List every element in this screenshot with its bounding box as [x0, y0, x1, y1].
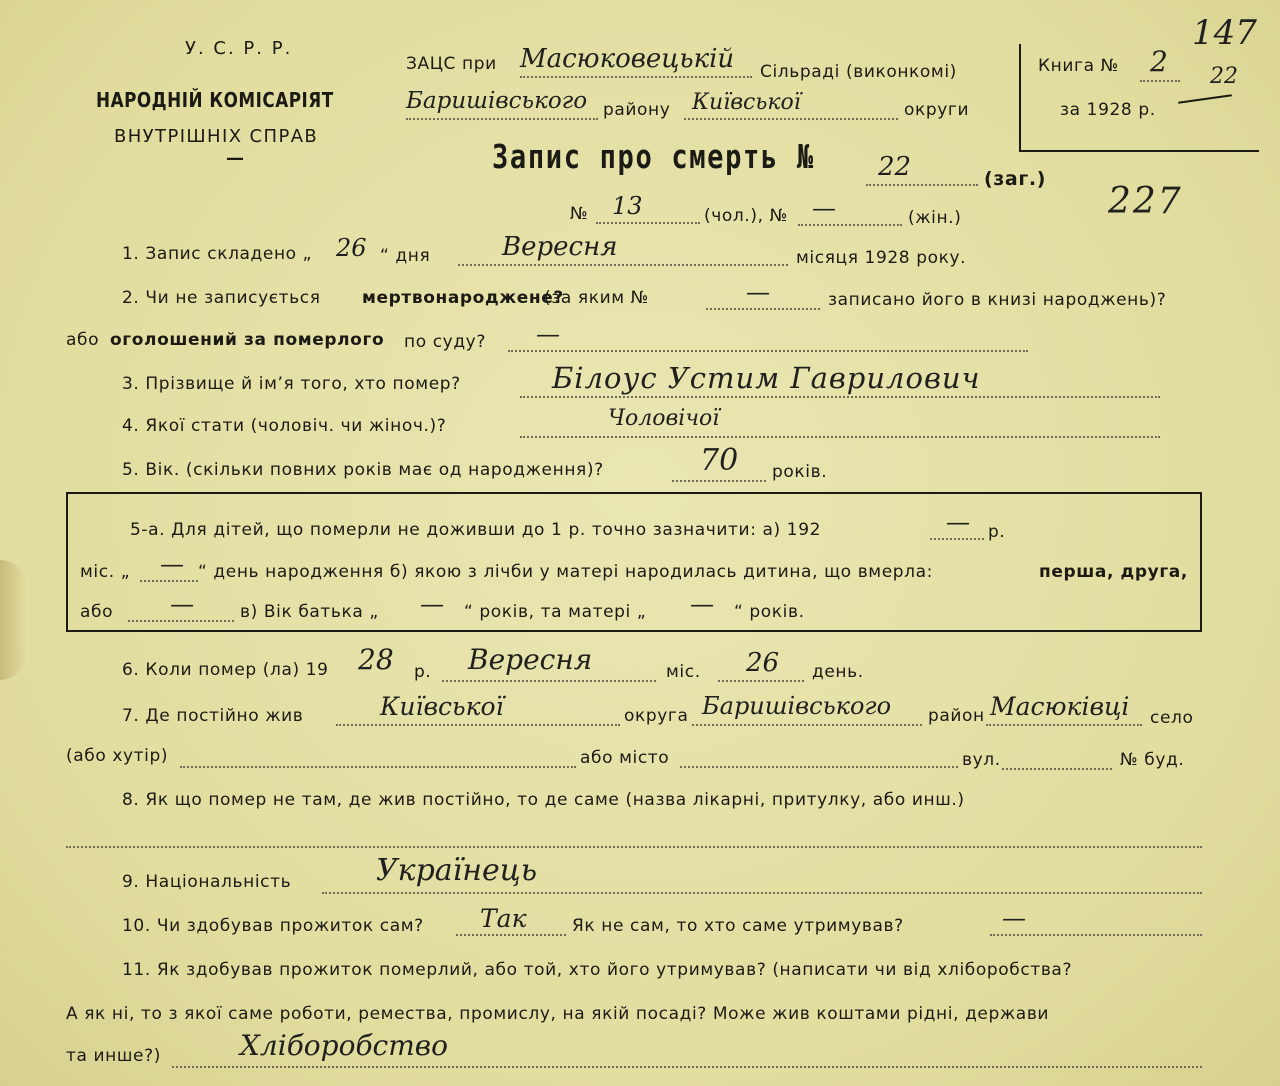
box5a-line1-suffix: р.	[988, 522, 1006, 542]
box5a-line3-mid2: “ років, та матері „	[464, 602, 647, 622]
item7b-bud: № буд.	[1120, 750, 1185, 770]
item2-prefix: 2. Чи не записується	[122, 288, 321, 308]
item10-value2-dots	[990, 934, 1202, 936]
box5a-line1-dots	[930, 538, 984, 540]
book-value: 2	[1150, 45, 1168, 78]
book-label: Книга №	[1038, 56, 1119, 76]
box5a-line2-dots	[140, 580, 198, 582]
zags-dots	[520, 76, 752, 78]
raion-dots	[406, 118, 598, 120]
item2-mid: (за яким №	[544, 288, 649, 308]
item11-line2: А як ні, то з якої саме роботи, ремества, промислу, на якій посаді? Може жив коштами рідні, держави	[66, 1004, 1050, 1024]
item2-bold: мертвонароджене?	[362, 288, 564, 308]
item7-selo-dots	[986, 724, 1142, 726]
book-number-227: 227	[1108, 181, 1183, 222]
header-dash: —	[226, 148, 245, 169]
item2-value: —	[746, 278, 770, 306]
item7b-khutir: (або хутір)	[66, 746, 169, 766]
box5a-line3-prefix: або	[80, 602, 114, 622]
item1-suffix: місяця 1928 року.	[796, 248, 967, 268]
book-number-147: 147	[1192, 13, 1257, 53]
item1-month: Вересня	[502, 232, 618, 262]
book-stroke	[1178, 94, 1232, 103]
item3-dots	[520, 396, 1160, 398]
item2b-dots	[508, 350, 1028, 352]
item7-okruha-dots	[336, 724, 620, 726]
item6-suffix: день.	[812, 662, 864, 682]
item9-dots	[322, 892, 1202, 894]
item5-dots	[672, 480, 766, 482]
item6-day-dots	[718, 680, 804, 682]
item2b-mid: по суду?	[404, 332, 486, 352]
item7-raion-label: район	[928, 706, 985, 726]
item6-mis: міс.	[666, 662, 701, 682]
item5-suffix: років.	[772, 462, 828, 482]
item1-day: 26	[336, 234, 367, 262]
item11-value: Хліборобство	[240, 1029, 448, 1062]
item10-value: Так	[480, 904, 527, 933]
item10-prefix: 10. Чи здобував прожиток сам?	[122, 916, 424, 936]
box5a-mother-value: —	[690, 590, 714, 618]
item4-dots	[520, 436, 1160, 438]
item3-value: Білоус Устим Гаврилович	[552, 361, 981, 395]
item6-prefix: 6. Коли помер (ла) 19	[122, 660, 329, 680]
okruha-dots	[684, 118, 898, 120]
okruha-value: Київської	[692, 90, 801, 115]
item4-label: 4. Якої стати (чоловіч. чи жіноч.)?	[122, 416, 447, 436]
box5a-line2-mid: “ день народження б) якою з лічби у матері народилась дитина, що вмерла:	[198, 562, 933, 582]
item2-suffix: записано його в книзі народжень)?	[828, 290, 1167, 310]
page-title: Запис про смерть №	[492, 137, 815, 176]
item2b-bold: оголошений за померлого	[110, 330, 385, 350]
item7-selo-label: село	[1150, 708, 1194, 728]
item2-dots	[706, 308, 820, 310]
item6-month-dots	[442, 680, 656, 682]
ministry-line2: ВНУТРІШНІХ СПРАВ	[114, 126, 319, 147]
item5-label: 5. Вік. (скільки повних років має од народження)?	[122, 460, 604, 480]
item5-value: 70	[700, 443, 739, 478]
item10-value2: —	[1002, 904, 1026, 932]
ministry-line1: НАРОДНІЙ КОМІСАРІЯТ	[96, 88, 334, 112]
item6-r: р.	[414, 662, 432, 682]
book-dots	[1140, 80, 1180, 82]
box5a-line2-value: —	[160, 550, 184, 578]
box5a-line3-dots	[128, 620, 234, 622]
male-number: 13	[612, 192, 643, 220]
raion-label: району	[603, 100, 671, 120]
bookbox-bottom-border	[1019, 150, 1259, 152]
item1-mid: “ дня	[380, 246, 431, 266]
year-label: за 1928 р.	[1060, 100, 1156, 120]
item1-dots	[458, 264, 788, 266]
male-label: (чол.), №	[704, 206, 788, 226]
item7-raion: Баришівського	[702, 692, 892, 720]
item7b-misto-dots	[680, 766, 958, 768]
bookbox-left-border	[1019, 44, 1021, 152]
item7b-vul: вул.	[962, 750, 1001, 770]
box5a-line2-bold: перша, друга,	[1039, 562, 1188, 582]
record-number-dots	[866, 184, 978, 186]
paper-stain	[0, 560, 26, 680]
box5a-father-value: —	[420, 590, 444, 618]
item3-label: 3. Прізвище й ім’я того, хто помер?	[122, 374, 461, 394]
male-dots	[596, 222, 700, 224]
item7-okruha-label: округа	[624, 706, 689, 726]
raion-value: Баришівського	[406, 88, 588, 114]
item7-okruha: Київської	[380, 692, 504, 721]
record-number: 22	[878, 152, 912, 182]
item11-line3: та инше?)	[66, 1046, 161, 1066]
female-number: —	[812, 194, 836, 222]
box5a-line3-mid: в) Вік батька „	[240, 602, 379, 622]
item7b-misto: або місто	[580, 748, 670, 768]
item4-value: Чоловічої	[608, 406, 720, 431]
item1-prefix: 1. Запис складено „	[122, 244, 313, 264]
box5a-line1: 5-а. Для дітей, що померли не доживши до 1 р. точно зазначити: а) 192	[130, 520, 822, 540]
item6-year: 28	[358, 643, 394, 676]
item10-dots	[456, 934, 566, 936]
council-label: Сільраді (виконкомі)	[760, 62, 957, 82]
item11-dots	[172, 1066, 1202, 1068]
female-label: (жін.)	[908, 208, 962, 228]
box5a-line2-prefix: міс. „	[80, 562, 131, 582]
male-no-label: №	[570, 204, 589, 224]
item8-dots	[66, 846, 1202, 848]
okruha-label: округи	[904, 100, 970, 120]
zags-label: ЗАЦС при	[406, 54, 497, 74]
item7-selo: Масюківці	[990, 692, 1130, 721]
zags-value: Масюковецькій	[520, 44, 735, 74]
item7b-vul-dots	[1002, 768, 1112, 770]
item9-label: 9. Національність	[122, 872, 292, 892]
item9-value: Українець	[376, 853, 538, 888]
item8-label: 8. Як що помер не там, де жив постійно, то де саме (назва лікарні, притулку, або инш.)	[122, 790, 965, 810]
box5a-line1-value: —	[946, 508, 970, 536]
box5a-line3-suffix: “ років.	[734, 602, 805, 622]
item7-prefix: 7. Де постійно жив	[122, 706, 304, 726]
ussr-label: У. С. Р. Р.	[185, 38, 293, 59]
item6-month: Вересня	[468, 643, 593, 676]
item11-line1: 11. Як здобував прожиток померлий, або той, хто його утримував? (написати чи від хліборобства?	[122, 960, 1073, 980]
item7-raion-dots	[692, 724, 922, 726]
female-dots	[798, 224, 902, 226]
book-number-22: 22	[1210, 64, 1238, 89]
box5a-line3-value: —	[170, 590, 194, 618]
item7b-khutir-dots	[180, 766, 576, 768]
item6-day: 26	[746, 648, 780, 678]
item10-suffix: Як не сам, то хто саме утримував?	[572, 916, 904, 936]
record-suffix: (заг.)	[984, 168, 1046, 190]
item2b-value: —	[536, 320, 560, 348]
item2b-prefix: або	[66, 330, 100, 350]
